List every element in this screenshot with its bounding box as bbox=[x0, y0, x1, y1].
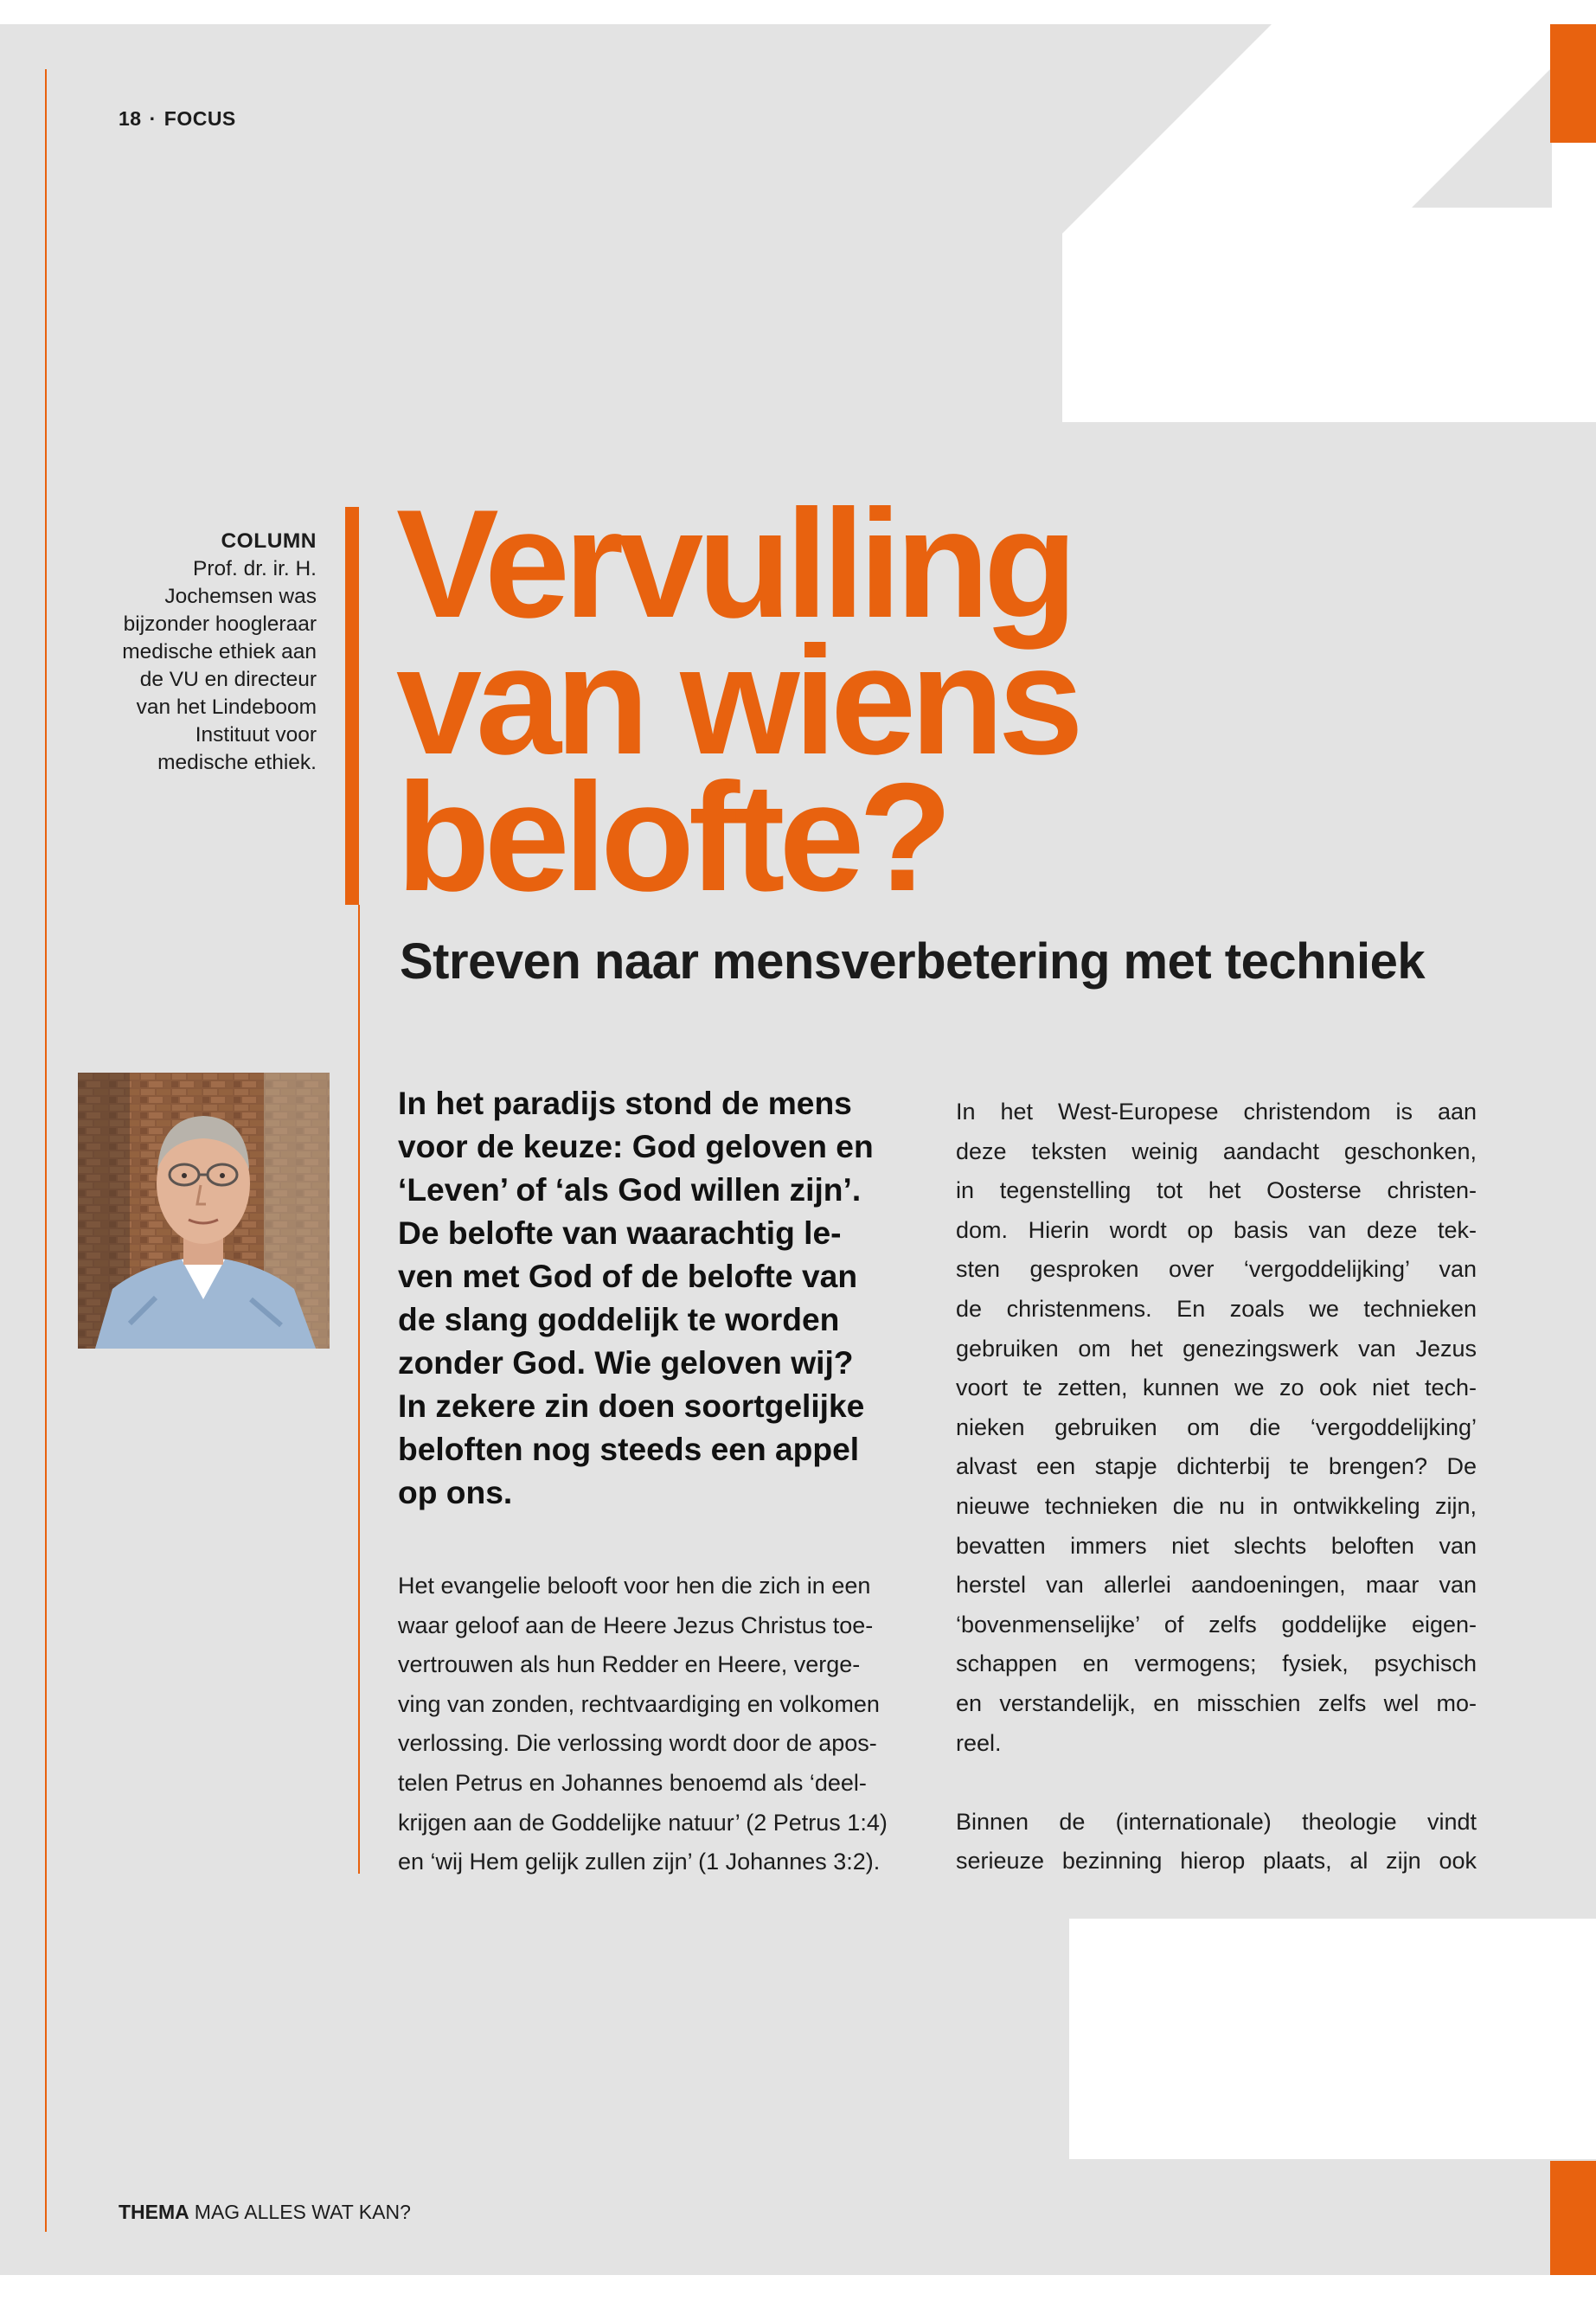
author-bio-line: Instituut voor bbox=[195, 723, 317, 747]
lead-line: ‘Leven’ of ‘als God willen zijn’. bbox=[398, 1171, 862, 1208]
author-bio-line: Jochemsen was bbox=[164, 585, 317, 608]
body-line: en verstandelijk, en misschien zelfs wel mo- bbox=[956, 1689, 1477, 1716]
body-line: voort te zetten, kunnen we zo ook niet tech- bbox=[956, 1375, 1477, 1401]
body-line: alvast een stapje dichterbij te brengen? De bbox=[956, 1453, 1477, 1480]
body-line: telen Petrus en Johannes benoemd als ‘deel- bbox=[398, 1769, 867, 1796]
left-margin-rule bbox=[45, 69, 47, 2232]
body-line: herstel van allerlei aandoeningen, maar van bbox=[956, 1572, 1477, 1599]
body-line: nieuwe technieken die nu in ontwikkeling zijn, bbox=[956, 1492, 1477, 1519]
magazine-name: THEMA bbox=[119, 2201, 189, 2223]
lead-line: de slang goddelijk te worden bbox=[398, 1301, 840, 1337]
bottom-right-white-shape bbox=[1069, 1919, 1596, 2159]
title-line: belofte? bbox=[396, 751, 947, 923]
body-line: nieken gebruiken om die ‘vergoddelijking’ bbox=[956, 1413, 1477, 1440]
page-footer bbox=[119, 2201, 411, 2224]
top-right-orange-tab bbox=[1550, 24, 1596, 143]
author-note bbox=[69, 528, 317, 777]
body-line: reel. bbox=[956, 1729, 1002, 1756]
title-line: van wiens bbox=[396, 614, 1078, 786]
author-photo bbox=[78, 1073, 330, 1349]
body-line: vertrouwen als hun Redder en Heere, verge- bbox=[398, 1651, 861, 1678]
body-line: krijgen aan de Goddelijke natuur’ (2 Petrus 1:4) bbox=[398, 1809, 888, 1836]
page-number: 18 bbox=[119, 107, 142, 130]
author-bio-line: van het Lindeboom bbox=[136, 695, 317, 719]
body-line: waar geloof aan de Heere Jezus Christus toe- bbox=[398, 1612, 874, 1638]
lead-line: In het paradijs stond de mens bbox=[398, 1085, 852, 1121]
body-line: deze teksten weinig aandacht geschonken, bbox=[956, 1138, 1477, 1164]
author-bio-line: medische ethiek aan bbox=[122, 640, 317, 663]
article-subtitle: Streven naar mensverbetering met techniek bbox=[400, 933, 1426, 990]
body-line: Binnen de (internationale) theologie vindt bbox=[956, 1808, 1477, 1835]
lead-line: zonder God. Wie geloven wij? bbox=[398, 1344, 854, 1381]
lead-line: voor de keuze: God geloven en bbox=[398, 1128, 874, 1164]
author-bio-line: bijzonder hoogleraar bbox=[123, 612, 317, 636]
lead-line: op ons. bbox=[398, 1474, 513, 1510]
body-line: dom. Hierin wordt op basis van deze tek- bbox=[956, 1216, 1477, 1243]
column-divider-rule bbox=[358, 905, 360, 1874]
lead-line: In zekere zin doen soortgelijke bbox=[398, 1388, 865, 1424]
body-line: Het evangelie belooft voor hen die zich in een bbox=[398, 1573, 871, 1599]
body-column-right bbox=[956, 1093, 1477, 1881]
lead-line: beloften nog steeds een appel bbox=[398, 1431, 860, 1467]
author-bio-line: Prof. dr. ir. H. bbox=[193, 557, 317, 580]
body-column-left bbox=[398, 1567, 922, 1882]
paragraph-gap bbox=[956, 1763, 1477, 1803]
body-line: en ‘wij Hem gelijk zullen zijn’ (1 Johannes 3:2). bbox=[398, 1849, 881, 1875]
issue-title: MAG ALLES WAT KAN? bbox=[194, 2201, 411, 2223]
bottom-right-orange-tab bbox=[1550, 2161, 1596, 2275]
body-line: schappen en vermogens; fysiek, psychisch bbox=[956, 1650, 1477, 1677]
body-line: de christenmens. En zoals we technieken bbox=[956, 1295, 1477, 1322]
lead-line: ven met God of de belofte van bbox=[398, 1258, 858, 1294]
body-line: verlossing. Die verlossing wordt door de apos- bbox=[398, 1730, 877, 1757]
author-bio-line: de VU en directeur bbox=[139, 668, 317, 691]
body-line: In het West-Europese christendom is aan bbox=[956, 1099, 1477, 1125]
page-header bbox=[119, 107, 236, 131]
body-line: serieuze bezinning hierop plaats, al zijn ook bbox=[956, 1848, 1477, 1875]
body-line: sten gesproken over ‘vergoddelijking’ van bbox=[956, 1256, 1477, 1283]
column-label: COLUMN bbox=[221, 529, 317, 553]
title-line: Vervulling bbox=[396, 478, 1072, 650]
article-title bbox=[396, 478, 1078, 923]
header-separator: · bbox=[149, 107, 157, 130]
body-line: in tegenstelling tot het Oosterse christen- bbox=[956, 1177, 1477, 1204]
magazine-page bbox=[0, 24, 1596, 2275]
article-lead bbox=[398, 1081, 917, 1514]
title-accent-bar bbox=[345, 507, 359, 905]
top-right-grey-notch bbox=[1412, 67, 1552, 208]
section-name: FOCUS bbox=[163, 107, 236, 130]
lead-line: De belofte van waarachtig le- bbox=[398, 1215, 842, 1251]
body-line: ving van zonden, rechtvaardiging en volkomen bbox=[398, 1690, 880, 1717]
body-line: bevatten immers niet slechts beloften van bbox=[956, 1532, 1477, 1559]
body-line: ‘bovenmenselijke’ of zelfs goddelijke eigen- bbox=[956, 1611, 1477, 1638]
body-line: gebruiken om het genezingswerk van Jezus bbox=[956, 1335, 1477, 1362]
author-bio-line: medische ethiek. bbox=[157, 751, 317, 774]
